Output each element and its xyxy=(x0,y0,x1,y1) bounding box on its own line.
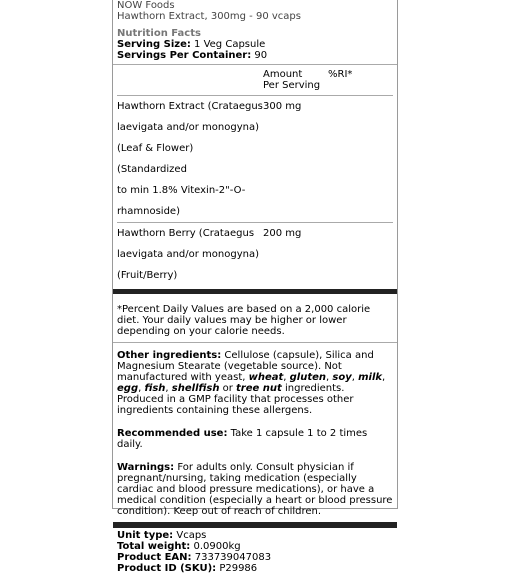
recommended-use-label: Recommended use: xyxy=(117,428,228,439)
thick-divider xyxy=(113,289,397,294)
separator: , xyxy=(165,383,172,394)
separator: , xyxy=(326,372,333,383)
warnings-label: Warnings: xyxy=(117,462,175,473)
table-row xyxy=(117,96,393,223)
separator: , xyxy=(382,372,386,383)
recommended-use xyxy=(117,428,393,450)
thick-divider xyxy=(113,522,397,528)
amount-header-line1: Amount xyxy=(263,69,303,80)
ingredient-line: rhamnoside) xyxy=(117,206,180,217)
product-ean-label: Product EAN: xyxy=(117,552,192,563)
serving-size-label: Serving Size: xyxy=(117,39,191,50)
brand-name: NOW Foods xyxy=(117,0,175,11)
table-row xyxy=(117,223,393,287)
allergen-tree-nut: tree nut xyxy=(236,383,282,394)
total-weight-label: Total weight: xyxy=(117,541,191,552)
product-ean xyxy=(117,552,393,563)
product-info-panel xyxy=(112,0,398,574)
ingredient-line: Hawthorn Berry (Crataegus xyxy=(117,228,255,239)
unit-type-value: Vcaps xyxy=(173,530,207,541)
nutrition-facts-title: Nutrition Facts xyxy=(117,28,201,39)
allergen-fish: fish xyxy=(144,383,166,394)
allergen-egg: egg xyxy=(117,383,139,394)
separator: , xyxy=(283,372,290,383)
ingredient-name xyxy=(117,96,263,223)
other-ingredients-text: ingredients. Produced in a GMP facility that processes other ingredients containing these allergens. xyxy=(117,383,354,416)
daily-values-footnote: *Percent Daily Values are based on a 2,000 calorie diet. Your daily values may be higher or lower depending on your calorie needs. xyxy=(117,304,371,337)
allergen-soy: soy xyxy=(332,372,352,383)
product-sku xyxy=(117,563,393,574)
product-ean-value: 733739047083 xyxy=(191,552,272,563)
product-title: Hawthorn Extract, 300mg - 90 vcaps xyxy=(117,11,301,22)
ingredient-line: (Leaf & Flower) (Standardized xyxy=(117,143,194,175)
serving-size-value: 1 Veg Capsule xyxy=(194,39,266,50)
ingredient-name xyxy=(117,223,263,287)
unit-type xyxy=(117,530,393,541)
unit-type-label: Unit type: xyxy=(117,530,174,541)
ingredient-line: Hawthorn Extract (Crataegus xyxy=(117,101,263,112)
servings-per-container xyxy=(117,50,393,61)
allergen-milk: milk xyxy=(358,372,383,383)
total-weight-value: 0.0900kg xyxy=(190,541,241,552)
recommended-use-text: Take 1 capsule 1 to 2 times daily. xyxy=(117,428,368,450)
allergen-shellfish: shellfish xyxy=(171,383,220,394)
supplement-facts-table xyxy=(117,65,393,286)
allergen-gluten: gluten xyxy=(289,372,327,383)
ingredient-amount: 300 mg xyxy=(263,96,328,223)
warnings xyxy=(117,462,393,517)
separator: , xyxy=(351,372,359,383)
servings-label: Servings Per Container: xyxy=(117,50,252,61)
product-sku-label: Product ID (SKU): xyxy=(117,563,217,574)
other-ingredients-text: Cellulose (capsule), Silica and Magnesium Stearate (vegetable source). Not manufactured with yeast, xyxy=(117,350,374,383)
ingredient-line: laevigata and/or monogyna) xyxy=(117,122,259,133)
warnings-text: For adults only. Consult physician if pregnant/nursing, taking medication (especially cardiac and blood pressure medications), or have a medical condition (especially a heart or blood pressure condition). Keep out of reach of children. xyxy=(117,462,393,517)
separator: , xyxy=(138,383,145,394)
ri-header: %RI* xyxy=(328,69,353,80)
product-sku-value: P29986 xyxy=(216,563,258,574)
ingredient-amount: 200 mg xyxy=(263,223,328,287)
total-weight xyxy=(117,541,393,552)
table-header-row xyxy=(117,65,393,96)
separator: or xyxy=(219,383,237,394)
ingredient-line: (Fruit/Berry) xyxy=(117,270,178,281)
serving-size xyxy=(117,39,393,50)
other-ingredients-label: Other ingredients: xyxy=(117,350,222,361)
other-ingredients xyxy=(117,350,393,416)
amount-header-line2: Per Serving xyxy=(263,80,321,91)
amount-header xyxy=(263,65,328,96)
ingredient-line: to min 1.8% Vitexin-2"-O- xyxy=(117,185,246,196)
allergen-wheat: wheat xyxy=(248,372,284,383)
ingredient-line: laevigata and/or monogyna) xyxy=(117,249,259,260)
servings-value: 90 xyxy=(254,50,268,61)
divider xyxy=(113,342,397,343)
